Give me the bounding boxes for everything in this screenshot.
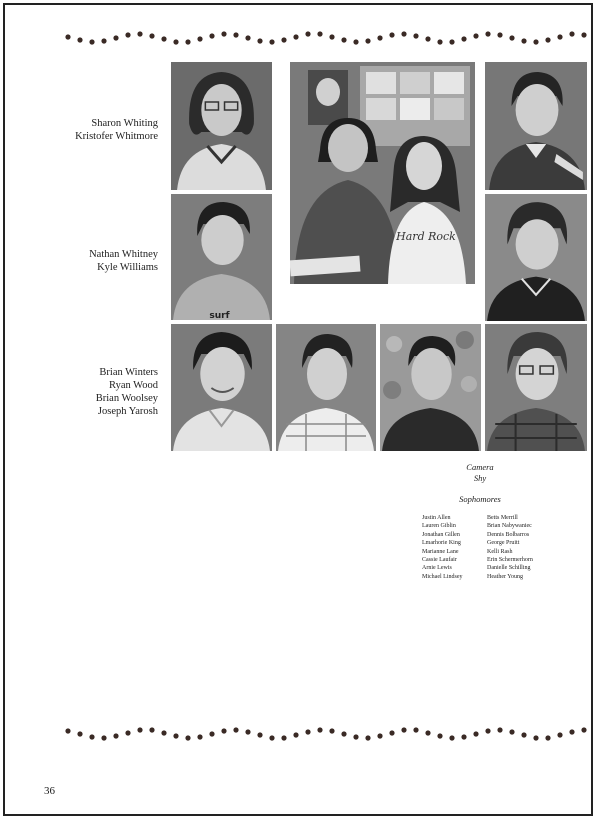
student-name: Ryan Wood xyxy=(109,380,158,391)
student-name: Joseph Yarosh xyxy=(97,406,158,417)
list-item: Lauren Giblin xyxy=(422,523,456,530)
student-name: Brian Woolsey xyxy=(95,393,158,404)
portrait-photo xyxy=(380,324,481,451)
portrait-photo xyxy=(171,194,272,320)
top-dot-border xyxy=(60,26,590,50)
camera-shy-title-line2: Shy xyxy=(473,473,487,483)
list-item: Jonathan Gillen xyxy=(422,531,460,538)
portrait-photo xyxy=(485,62,587,190)
list-item: Betts Merrill xyxy=(487,515,518,521)
student-name: Nathan Whitney xyxy=(89,249,158,260)
name-group-2 xyxy=(89,248,158,274)
portrait-photo xyxy=(276,324,376,451)
list-item: Kelli Rash xyxy=(487,548,513,555)
list-item: Lmarhorie King xyxy=(422,540,461,547)
list-item: Cassie Laufair xyxy=(422,557,457,564)
list-item: Danielle Schilling xyxy=(487,565,531,572)
portrait-photo xyxy=(171,324,272,451)
group-candid-photo xyxy=(290,62,475,284)
name-group-3 xyxy=(96,366,158,418)
name-group-1 xyxy=(75,117,158,143)
list-item: Justin Allen xyxy=(422,515,451,521)
student-name: Brian Winters xyxy=(99,367,158,378)
list-item: Michael Lindsey xyxy=(422,573,463,580)
portrait-photo xyxy=(171,62,272,190)
student-name: Sharon Whiting xyxy=(91,118,158,129)
class-label: Sophomores xyxy=(459,494,501,504)
list-item: Dennis Bolbarros xyxy=(487,531,530,538)
list-item: Brian Nabywaniec xyxy=(487,523,532,530)
list-item: Marianne Lane xyxy=(422,548,459,555)
student-name: Kyle Williams xyxy=(97,262,158,273)
camera-shy-list-right xyxy=(487,514,533,581)
camera-shy-title xyxy=(440,462,520,484)
bottom-dot-border xyxy=(60,722,590,746)
page-number: 36 xyxy=(44,785,55,797)
list-item: Erin Schermerhorn xyxy=(487,557,533,564)
list-item: Arnie Lewis xyxy=(422,565,452,572)
portrait-photo xyxy=(485,194,587,321)
camera-shy-list-left xyxy=(422,514,463,581)
camera-shy-title-line1: Camera xyxy=(466,462,494,472)
svg-text:Hard Rock: Hard Rock xyxy=(396,230,456,243)
student-name: Kristofer Whitmore xyxy=(75,131,158,142)
list-item: Heather Young xyxy=(487,573,523,580)
portrait-photo xyxy=(485,324,587,451)
svg-text:surf: surf xyxy=(209,311,230,320)
list-item: George Pruitt xyxy=(487,540,520,547)
